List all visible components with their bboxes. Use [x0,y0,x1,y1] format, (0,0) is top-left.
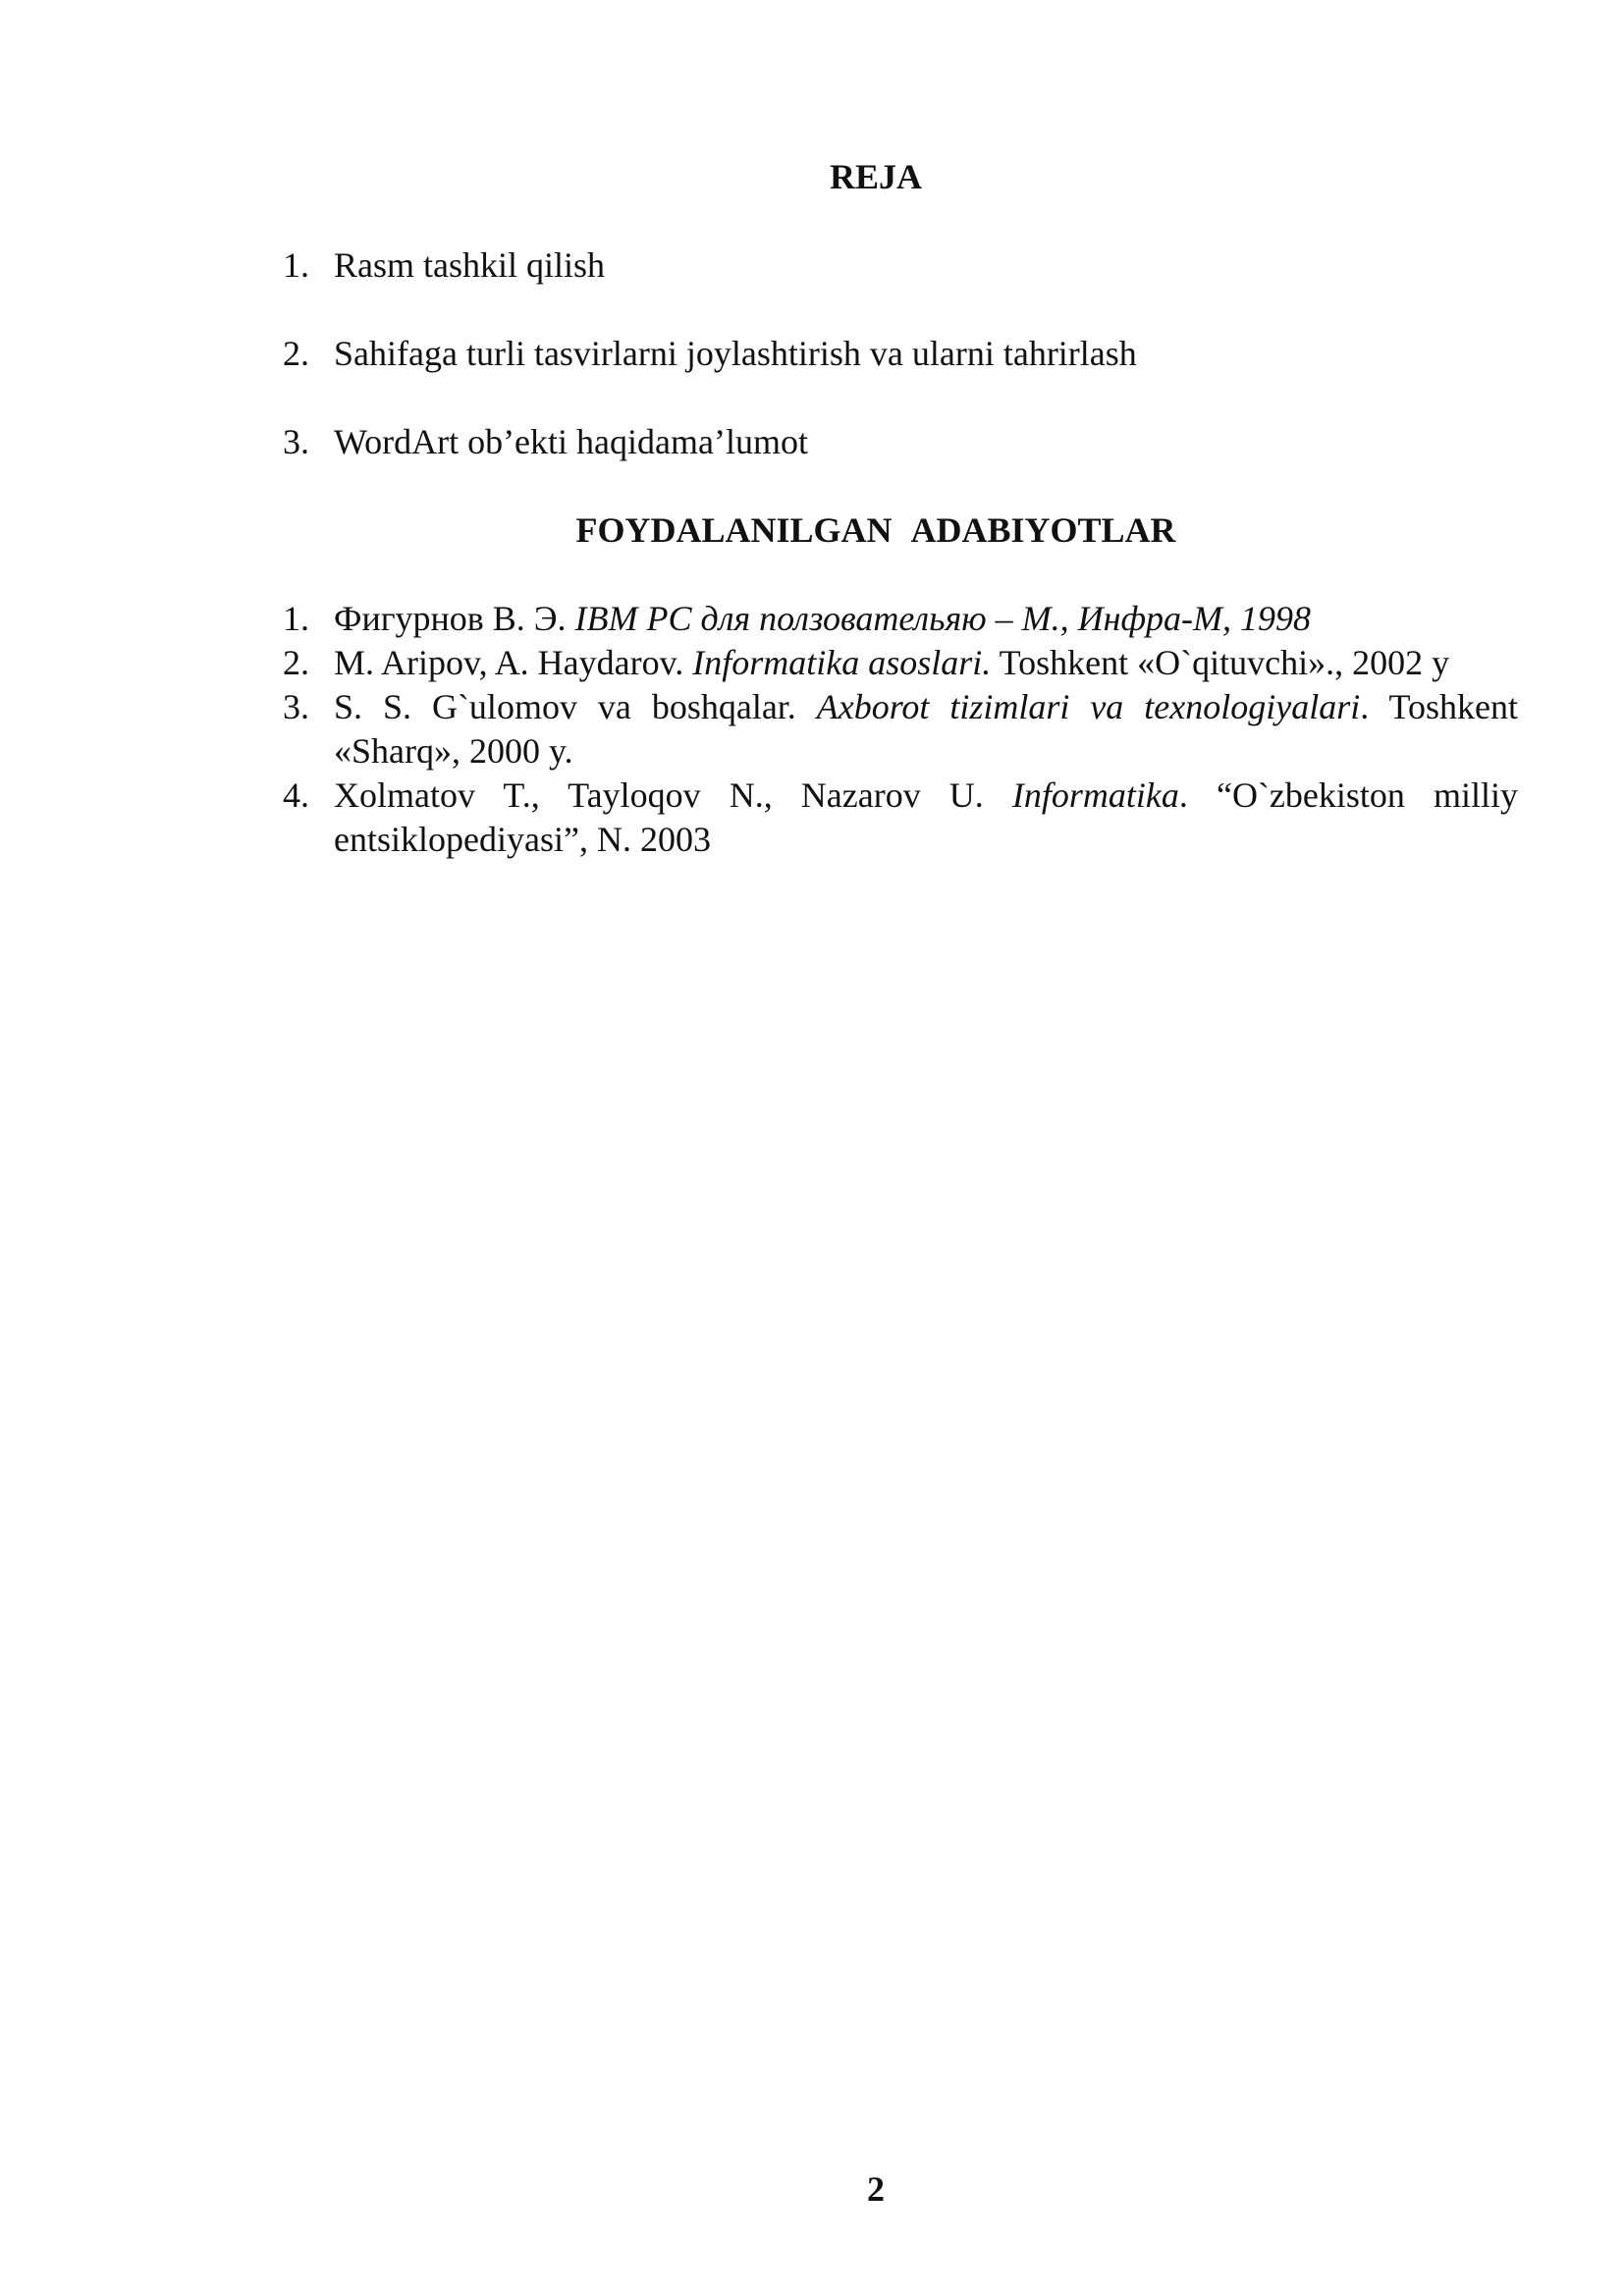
literature-item-number: 4. [283,775,309,815]
literature-author: Фигурнов В. Э. [334,599,575,638]
literature-item-number: 1. [283,599,309,638]
literature-item-4 [283,774,1518,862]
literature-details: Toshkent «O`qituvchi»., 2002 y [991,643,1450,682]
literature-item-1 [283,597,1518,641]
plan-item-number: 2. [283,334,309,373]
literature-item-3 [283,685,1518,774]
literature-author: S. S. G`ulomov va boshqalar. [334,687,817,726]
literature-item-number: 2. [283,643,309,682]
page-number: 2 [867,2169,885,2209]
plan-item-text: Sahifaga turli tasvirlarni joylashtirish va ularni tahrirlash [334,334,1137,373]
literature-item-number: 3. [283,687,309,726]
literature-list [283,597,1518,862]
literature-title: IBM PC для ползовательяю – М., Инфра-М, 1998 [574,599,1311,638]
plan-heading: REJA [829,157,922,196]
plan-item-number: 1. [283,245,309,285]
plan-item-1 [283,243,1520,287]
literature-item-2 [283,641,1518,685]
plan-item-text: WordArt ob’ekti haqidama’lumot [334,422,808,461]
literature-title: Informatika [1011,775,1179,815]
literature-author: Xolmatov T., Tayloqov N., Nazarov U. [334,775,1012,815]
literature-author: M. Aripov, A. Haydarov. [334,643,693,682]
plan-item-number: 3. [283,422,309,461]
plan-item-3 [283,420,1520,463]
literature-heading: FOYDALANILGAN ADABIYOTLAR [575,510,1176,550]
literature-details: . “O`zbekiston milliy entsiklopediyasi”, N. 2003 [334,775,1518,859]
literature-title: Informatika asoslari. [692,643,992,682]
literature-title: Axborot tizimlari va texnologiyalari [816,687,1361,726]
plan-item-2 [283,332,1520,375]
literature-details: . Toshkent «Sharq», 2000 y. [334,687,1518,771]
plan-item-text: Rasm tashkil qilish [334,245,606,285]
